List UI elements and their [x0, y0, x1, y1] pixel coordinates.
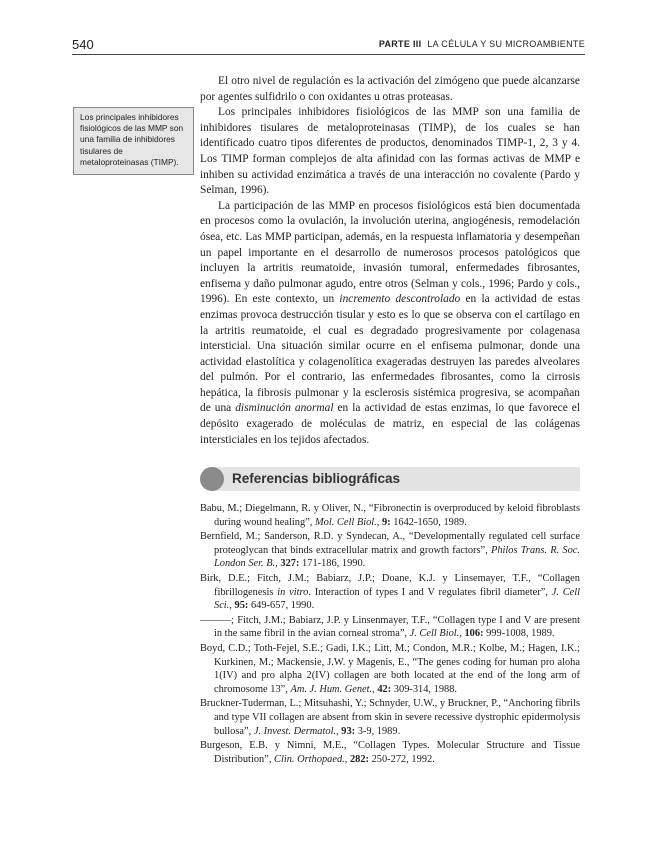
reference-text-continued: . Interaction of types I and V regulates fibril diameter”, [308, 586, 552, 598]
reference-item [200, 502, 580, 529]
emphasis-disminucion: disminución anormal [235, 402, 334, 415]
reference-journal: Clin. Orthopaed. [274, 753, 345, 765]
reference-journal: J. Cell Sci. [214, 586, 581, 612]
reference-volume: 42: [377, 683, 392, 695]
reference-separator: , [229, 600, 235, 612]
reference-item [200, 642, 580, 696]
reference-volume: 9: [381, 516, 391, 528]
reference-volume: 95: [234, 600, 249, 612]
reference-separator: , [344, 753, 350, 765]
reference-journal: Mol. Cell Biol. [315, 516, 377, 528]
reference-pages: 309-314, 1988. [391, 683, 458, 695]
reference-item [200, 572, 580, 613]
references-list [200, 502, 580, 767]
reference-journal: Philos Trans. R. Soc. London Ser. B. [214, 544, 580, 570]
reference-pages: 999-1008, 1989. [483, 628, 555, 640]
reference-pages: 3-9, 1989. [355, 725, 401, 737]
reference-volume: 106: [464, 628, 484, 640]
reference-separator: , [459, 628, 465, 640]
paragraph-1: El otro nivel de regulación es la activación del zimógeno que puede alcanzarse por agentes sulfidrilo o con oxidantes u otras proteasas. [200, 75, 580, 103]
header-rule [72, 54, 585, 55]
reference-pages: 649-657, 1990. [248, 600, 315, 612]
reference-text: Bruckner-Tuderman, L.; Mitsuhashi, Y.; Schnyder, U.W., y Bruckner, P., “Anchoring fibrils and type VII collagen are absent from skin in severe recessive dystrophic epidermolysis bullosa”, [200, 698, 580, 737]
emphasis-incremento: incremento descontrolado [339, 293, 461, 306]
paragraph-3-part-c: en la actividad de estas enzimas, lo que favorece el depósito exagerado de moléculas de matriz, en especial de las colágenas intersticiales en los tejidos afectados. [200, 402, 580, 446]
reference-pages: 250-272, 1992. [369, 753, 435, 765]
reference-text: Boyd, C.D.; Toth-Fejel, S.E.; Gadi, I.K.; Litt, M.; Condon, M.R.; Kolbe, M.; Hagen, I.K.; Kurkinen, M.; Mackensie, J.W. y Magenis, E., “The genes coding for human pro aloha 1(IV) and pro alpha 2(IV) collagen are both located at the end of the long arm of chromosome 13”, [200, 642, 580, 695]
reference-separator: , [372, 683, 378, 695]
heading-bullet-icon [200, 467, 224, 491]
paragraph-2: Los principales inhibidores fisiológicos de las MMP son una familia de inhibidores tisulares de metaloproteinasas (TIMP), de los cuales se han identificado cuatro tipos diferentes de productos, denominados TIMP-1, 2, 3 y 4. Los TIMP forman complejos de alta afinidad con las formas activas de MMP e inhiben su actividad enzimática a través de una interacción no covalente (Pardo y Selman, 1996). [200, 106, 580, 197]
reference-journal: J. Cell Biol. [409, 628, 460, 640]
reference-text: Birk, D.E.; Fitch, J.M.; Babiarz, J.P.; Doane, K.J. y Linsemayer, T.F., “Collagen fibrillogenesis [200, 572, 580, 598]
paragraph-3 [200, 199, 580, 449]
reference-text: Burgeson, E.B. y Nimni, M.E., “Collagen Types. Molecular Structure and Tissue Distribution”, [200, 740, 580, 765]
reference-item [200, 530, 580, 571]
reference-journal: J. Invest. Dermatol. [253, 725, 337, 737]
reference-text: Bernfield, M.; Sanderson, R.D. y Syndecan, A., “Developmentally regulated cell surface proteoglycan that binds extracellular matrix and growth factors”, [200, 531, 580, 556]
section-title: LA CÉLULA Y SU MICROAMBIENTE [427, 39, 585, 49]
reference-item [200, 697, 580, 738]
reference-separator: , [275, 558, 281, 570]
references-heading [200, 467, 580, 491]
body-text [200, 74, 580, 448]
paragraph-3-part-a: La participación de las MMP en procesos fisiológicos está bien documentada en procesos como la ovulación, la involución uterina, angiogénesis, remodelación ósea, etc. Las MMP participan, además, en la respuesta inflamatoria y desempeñan un papel importante en el desarrollo de numerosos procesos patológicos que incluyen la artritis reumatoide, invasión tumoral, enfermedades fibrosantes, enfisema y daño pulmonar agudo, entre otros (Selman y cols., 1996; Pardo y cols., 1996). En este contexto, un [200, 199, 580, 306]
reference-volume: 93: [341, 725, 356, 737]
reference-pages: 171-186, 1990. [299, 558, 366, 570]
running-head [379, 39, 585, 49]
reference-separator: , [336, 725, 342, 737]
part-label: PARTE III [378, 39, 422, 49]
reference-text: Babu, M.; Diegelmann, R. y Oliver, N., “Fibronectin is overproduced by keloid fibroblasts during wound healing”, [200, 503, 580, 528]
reference-volume: 327: [280, 558, 300, 570]
reference-emphasis: in vitro [277, 586, 309, 598]
reference-item [200, 739, 580, 766]
reference-pages: 1642-1650, 1989. [390, 516, 467, 528]
page-number: 540 [72, 37, 94, 52]
reference-item [200, 614, 580, 641]
margin-note: Los principales inhibidores fisiológicos de las MMP son una familia de inhibidores tisulares de metaloproteinasas (TIMP). [73, 107, 194, 175]
reference-ditto-dash: ——— [200, 614, 232, 626]
page-header [72, 37, 585, 53]
reference-journal: Am. J. Hum. Genet. [290, 683, 373, 695]
reference-separator: , [376, 516, 382, 528]
reference-text: ; Fitch, J.M.; Babiarz, J.P. y Linsenmayer, T.F., “Collagen type I and V are present in the same fibril in the avian corneal stroma”, [214, 614, 580, 640]
references-title: Referencias bibliográficas [232, 471, 401, 486]
reference-volume: 282: [349, 753, 369, 765]
paragraph-3-part-b: en la actividad de estas enzimas provoca destrucción tisular y esto es lo que se observa con el cartílago en la artritis reumatoide, el cual es degradado progresivamente por colagenasa intersticial. Una situación similar ocurre en el enfisema pulmonar, donde una actividad elastolítica y colagenolítica exageradas destruyen las paredes alveolares del pulmón. Por el contrario, las enfermedades fibrosantes, como la cirrosis hepática, la fibrosis pulmonar y la esclerosis sistémica progresiva, se acompañan de una [200, 293, 581, 415]
